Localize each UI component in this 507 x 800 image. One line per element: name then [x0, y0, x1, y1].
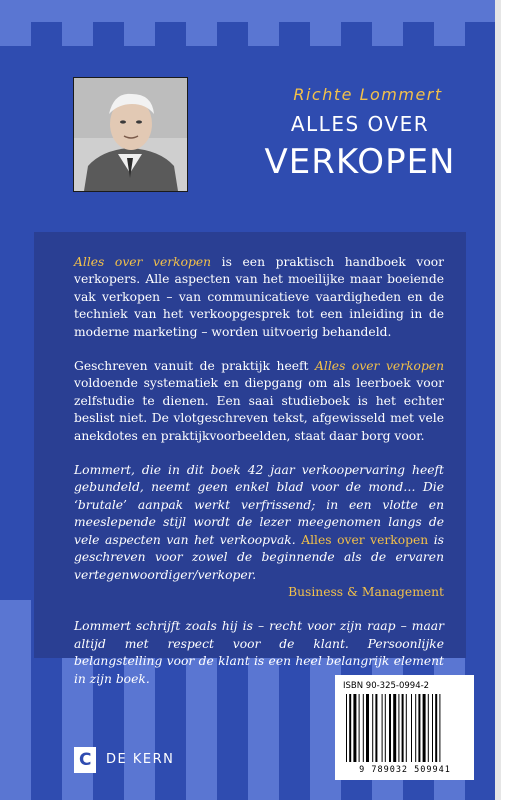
barcode-bar	[393, 694, 396, 762]
barcode-bar	[428, 694, 429, 762]
barcode-bar	[398, 694, 399, 762]
page-edge	[495, 0, 501, 800]
publisher-name: DE KERN	[106, 752, 175, 767]
barcode-bar	[382, 694, 383, 762]
book-title-line-1: ALLES OVER	[290, 112, 430, 136]
publisher-logo-letter: C	[79, 750, 92, 770]
blurb-paragraph-2-text-a: Geschreven vanuit de praktijk heeft	[74, 359, 316, 374]
barcode-bar	[432, 694, 433, 762]
barcode-bars	[344, 694, 468, 762]
publisher-logo	[74, 747, 96, 773]
book-title-highlight: Alles over verkopen	[301, 532, 429, 547]
author-photo	[73, 77, 188, 192]
review-1-text-a: Lommert, die in dit boek 42 jaar verkoopervaring heeft gebundeld, neemt geen enkel blad voor de mond… Die ‘brutale’ aanpak werkt verfrissend; in een vlotte en meeslepende stijl wordt de lezer meegenomen langs de vele aspecten van het verkoopvak.	[74, 463, 444, 547]
barcode-bar	[418, 694, 420, 762]
barcode-bar	[402, 694, 404, 762]
book-title-line-2: VERKOPEN	[264, 142, 456, 182]
barcode-bar	[415, 694, 416, 762]
author-portrait-image	[74, 78, 187, 191]
barcode-bar	[349, 694, 351, 762]
bottom-stripe-1	[0, 600, 31, 800]
top-stripe-7	[372, 22, 403, 46]
barcode-bar	[346, 694, 347, 762]
book-title-highlight: Alles over verkopen	[74, 255, 212, 269]
barcode-bar	[439, 694, 440, 762]
review-quote-1	[74, 462, 444, 601]
barcode-bar	[375, 694, 377, 762]
blurb-paragraph-1-text: is een praktisch handboek voor verkopers. Alle aspecten van het moeilijke maar boeiende vak verkopen – van communicatieve vaardigheden en de techniek van het verkoopgesprek tot een inleiding in de moderne marketing – worden uitvoerig behandeld.	[74, 255, 445, 339]
top-stripe-2	[62, 22, 93, 46]
barcode-bar	[385, 694, 386, 762]
top-stripe-5	[248, 22, 279, 46]
top-stripe-4	[186, 22, 217, 46]
blurb-paragraph-2-text-b: voldoende systematiek en diepgang om als leerboek voor zelfstudie te dienen. Een saai studieboek is het echter beslist niet. De vlotgeschreven tekst, afgewisseld met vele anekdotes en praktijkvoorbeelden, staat daar borg voor.	[74, 376, 444, 443]
top-stripe-band	[0, 0, 501, 22]
barcode-bar	[359, 694, 360, 762]
book-title-highlight: Alles over verkopen	[315, 359, 445, 374]
barcode-bar	[389, 694, 391, 762]
review-1-text-b: is geschreven voor zowel de beginnende als de ervaren vertegenwoordiger/verkoper.	[74, 532, 444, 582]
barcode-bar	[411, 694, 412, 762]
barcode-bar	[366, 694, 369, 762]
review-2-text: Lommert schrijft zoals hij is – recht voor zijn raap – maar altijd met respect voor de klant. Persoonlijke belangstelling voor de klant is een heel belangrijk element in zijn boek.	[74, 619, 444, 686]
blurb-paragraph-2	[74, 358, 444, 445]
isbn-label: ISBN 90-325-0994-2	[343, 681, 430, 691]
barcode-number: 9 789032 509941	[359, 765, 451, 775]
top-stripe-6	[310, 22, 341, 46]
top-stripe-8	[434, 22, 465, 46]
review-1-source: Business & Management	[288, 584, 444, 599]
barcode-bar	[363, 694, 364, 762]
blurb-text	[74, 254, 444, 722]
author-name: Richte Lommert	[293, 85, 443, 104]
blurb-paragraph-1	[74, 254, 444, 341]
barcode-bar	[353, 694, 356, 762]
barcode-bar	[406, 694, 407, 762]
top-stripe-1	[0, 22, 31, 46]
barcode-bar	[423, 694, 426, 762]
top-stripe-3	[124, 22, 155, 46]
barcode-bar	[372, 694, 373, 762]
barcode-bar	[435, 694, 437, 762]
